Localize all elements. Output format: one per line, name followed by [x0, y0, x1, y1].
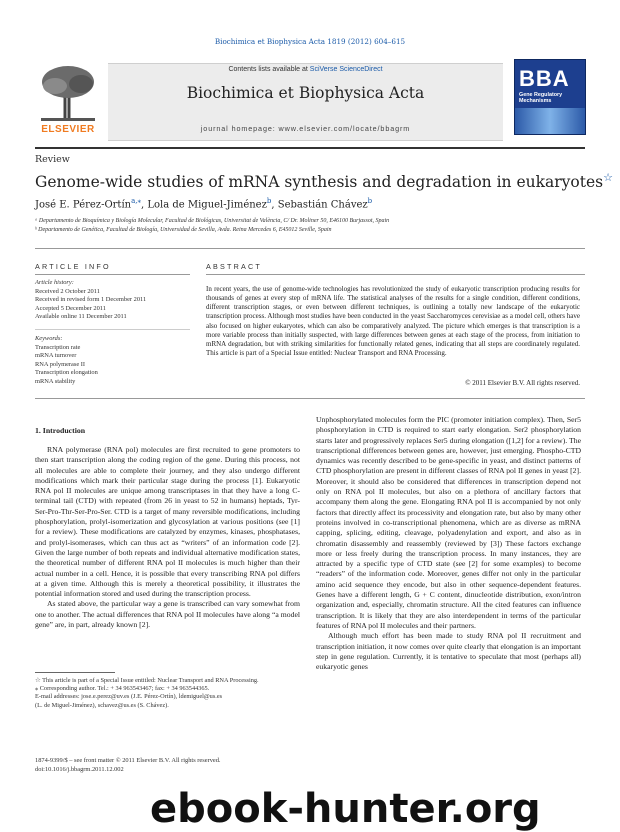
keyword-item: mRNA turnover — [35, 352, 77, 359]
footnotes — [35, 677, 300, 710]
journal-citation[interactable]: Biochimica et Biophysica Acta 1819 (2012) 604–615 — [214, 37, 406, 46]
footnote-special-issue: ☆ This article is part of a Special Issue entitled: Nuclear Transport and RNA Processing. — [35, 677, 259, 684]
keywords — [35, 335, 190, 386]
watermark: ebook-hunter.org — [150, 786, 541, 832]
abstract-bottom-rule — [35, 398, 585, 399]
title-star-icon[interactable]: ☆ — [603, 171, 613, 184]
keywords-label: Keywords: — [35, 335, 63, 342]
article-title — [35, 171, 613, 191]
cover-subtitle: Gene Regulatory Mechanisms — [519, 92, 563, 104]
history-received: Received 2 October 2011 — [35, 287, 100, 295]
abstract-rule — [206, 274, 585, 275]
journal-name: Biochimica et Biophysica Acta — [186, 84, 425, 102]
history-label: Article history: — [35, 279, 74, 286]
footnote-emails[interactable]: E-mail addresses: jose.e.perez@uv.es (J.E. Pérez-Ortín), ldemiguel@us.es — [35, 693, 223, 701]
body-paragraph: Although much effort has been made to study RNA pol II recruitment and transcription initiation, it now comes over quite clearly that elongation is an important step in gene regulation. Currently, it is tentative to speculate that most (perhaps all) eukaryotic genes — [316, 631, 581, 672]
title-text: Genome-wide studies of mRNA synthesis and degradation in eukaryotes — [35, 173, 604, 192]
abstract-copyright: © 2011 Elsevier B.V. All rights reserved. — [465, 379, 580, 387]
info-top-rule — [35, 248, 585, 249]
elsevier-tree-logo-icon — [35, 60, 101, 126]
article-info-heading: ARTICLE INFO — [35, 262, 111, 271]
cover-title: BBA — [519, 66, 570, 91]
history-online: Available online 11 December 2011 — [35, 313, 127, 320]
author-3: Sebastián Chávez — [277, 199, 368, 211]
body-paragraph: Unphosphorylated molecules form the PIC (promoter initiation complex). Then, Ser5 phosphorylation in CTD is required to start early elongation. Ser2 phosphorylation starts later and progressively replaces Ser5 during elongation ([1,2] for a review). The transcriptional differences between genes are, however, just emerging. Phospho-CTD dynamics was recently described to be gene-specific in yeast, and distinct patterns of CTD phosphorylation are present in different classes of RNA pol II genes in yeast [2]. Moreover, it should also be considered that differences in transcription depend not only on RNA pol II molecules, but also on a plethora of ancillary factors that accompany them along the gene. Elongating RNA pol II is accompanied by not only factors that directly affect its processivity and elongation rate, but also by many other proteins involved in co-transcriptional phenomena, which are as diverse as mRNA capping, splicing, editing, cleavage, polyadenylation and export, and also as in chromatin disassembly and reassembly (reviewed by [3]) These factors exchange more or less freely during the transcription process. In many instances, they are attracted by a specific type of CTD state (see [2] for some examples) to become “readers” of the information code. Moreover, genes differ not only in the particular amino acid sequence they encode, but also in other sequence-dependent features. Genes have a different length, G + C content, dinucleotide distribution, exon/intron organization and, especially, chromatin structure. All the cited features can influence transcription. It is likely that they are also interdependent in terms of the particular features of RNA pol II molecules and their partners. — [316, 415, 581, 630]
contents-prefix: Contents lists available at — [228, 66, 310, 73]
doi-line[interactable]: doi:10.1016/j.bbagrm.2011.12.002 — [35, 765, 124, 773]
author-1: José E. Pérez-Ortín — [35, 199, 132, 211]
abstract-heading: ABSTRACT — [206, 262, 262, 271]
page-footer — [35, 757, 221, 774]
journal-homepage[interactable]: journal homepage: www.elsevier.com/locate/bbagrm — [200, 124, 411, 133]
body-paragraph: As stated above, the particular way a gene is transcribed can vary somewhat from one to another. The actual differences that RNA pol II molecules have along “a model gene” are, in part, already known [2]. — [35, 599, 300, 630]
affiliation-a: ᵃ Departamento de Bioquímica y Biología Molecular, Facultad de Biológicas, Universitat de València, C/ Dr. Moliner 50, E46100 Burjassot, Spain — [35, 218, 390, 224]
contents-line — [108, 66, 503, 73]
keywords-rule — [35, 329, 190, 330]
keyword-item: Transcription rate — [35, 343, 81, 351]
author-list: José E. Pérez-Ortín$^{a,⁎}$, Lola de Miguel-Jiménez$^b$, Sebastián Chávez$^b$ — [35, 197, 373, 211]
abstract-text: In recent years, the use of genome-wide technologies has revolutionized the study of eukaryotic transcription producing results for thousands of genes at every step of mRNA life. The statistical analyses of the results for a single condition, different conditions, different transcription stages, or even between different techniques, is outlining a totally new landscape of the eukaryotic transcription process. Although most studies have been conducted in the yeast Saccharomyces cerevisiae as a model cell, others have also focused on higher eukaryotes, which can also be comparatively analyzed. The picture which emerges is that transcription is a more variable process than initially suspected, with large differences between genes at each stage of the process, from initiation to mRNA degradation, but with striking similarities for functionally related genes, indicating that all steps are coordinately regulated. This article is part of a Special Issue entitled: Nuclear Transport and RNA Processing. — [206, 285, 580, 358]
header-rule — [35, 147, 585, 149]
author-1-affil[interactable]: a,⁎ — [131, 197, 141, 205]
footnote-emails-cont[interactable]: (L. de Miguel-Jiménez), schavez@us.es (S. Chávez). — [35, 701, 169, 709]
history-accepted: Accepted 5 December 2011 — [35, 304, 106, 312]
body-paragraph: RNA polymerase (RNA pol) molecules are first recruited to gene promoters to then start transcription along the coding region of the gene. During this process, not all molecules are able to complete their journey, and they also undergo different modifications which mark their particular stage during the process [1]. Eukaryotic RNA pol II molecules are unique among transcriptases in that they have a long C-terminal tail (CTD) with repeated (from 26 in yeast to 52 in humans) heptads, Tyr-Ser-Pro-Thr-Ser-Pro-Ser. CTD is a target of many reversible modifications, including phosphorylation, prolyl-isomerization and glycosylation at various positions (see [1] for a review). These modifications are catalyzed by enzymes, kinases, phosphatases, and prolyl-isomerases, which can thus act as “writers” of an information code [2]. Given the large number of both repeats and individual alternative modification states, the theoretical number of different RNA pol II molecules is much higher than their actual number in a cell. Hence, it is possible that every transcribing RNA pol differs at a given time. Although this is merely a theoretical possibility, it illustrates the potential information stored and used during the transcription process. — [35, 445, 300, 599]
article-info-rule — [35, 274, 190, 275]
affiliation-b: ᵇ Departamento de Genética, Facultad de Biología, Universidad de Sevilla, Avda. Reina Mercedes 6, E45012 Seville, Spain — [35, 227, 332, 233]
issn-line: 1874-9399/$ – see front matter © 2011 Elsevier B.V. All rights reserved. — [35, 757, 221, 764]
article-type: Review — [35, 154, 70, 165]
author-2: Lola de Miguel-Jiménez — [147, 199, 267, 211]
section-heading-introduction: 1. Introduction — [35, 426, 86, 435]
elsevier-wordmark: ELSEVIER — [41, 124, 95, 135]
keyword-item: RNA polymerase II — [35, 360, 86, 368]
keyword-item: mRNA stability — [35, 377, 76, 385]
keyword-item: Transcription elongation — [35, 369, 98, 376]
footnote-rule — [35, 672, 115, 673]
footnote-corresponding: ⁎ Corresponding author. Tel.: + 34 963543467; fax: + 34 963544365. — [35, 685, 210, 693]
cover-image — [515, 108, 585, 134]
author-2-affil[interactable]: b — [266, 197, 272, 205]
article-history — [35, 279, 190, 322]
author-3-affil[interactable]: b — [367, 197, 373, 205]
journal-cover-thumbnail — [514, 59, 586, 135]
history-revised: Received in revised form 1 December 2011 — [35, 296, 147, 303]
body-left-column — [35, 445, 300, 630]
body-right-column — [316, 415, 581, 672]
sciencedirect-link[interactable]: SciVerse ScienceDirect — [309, 66, 383, 73]
